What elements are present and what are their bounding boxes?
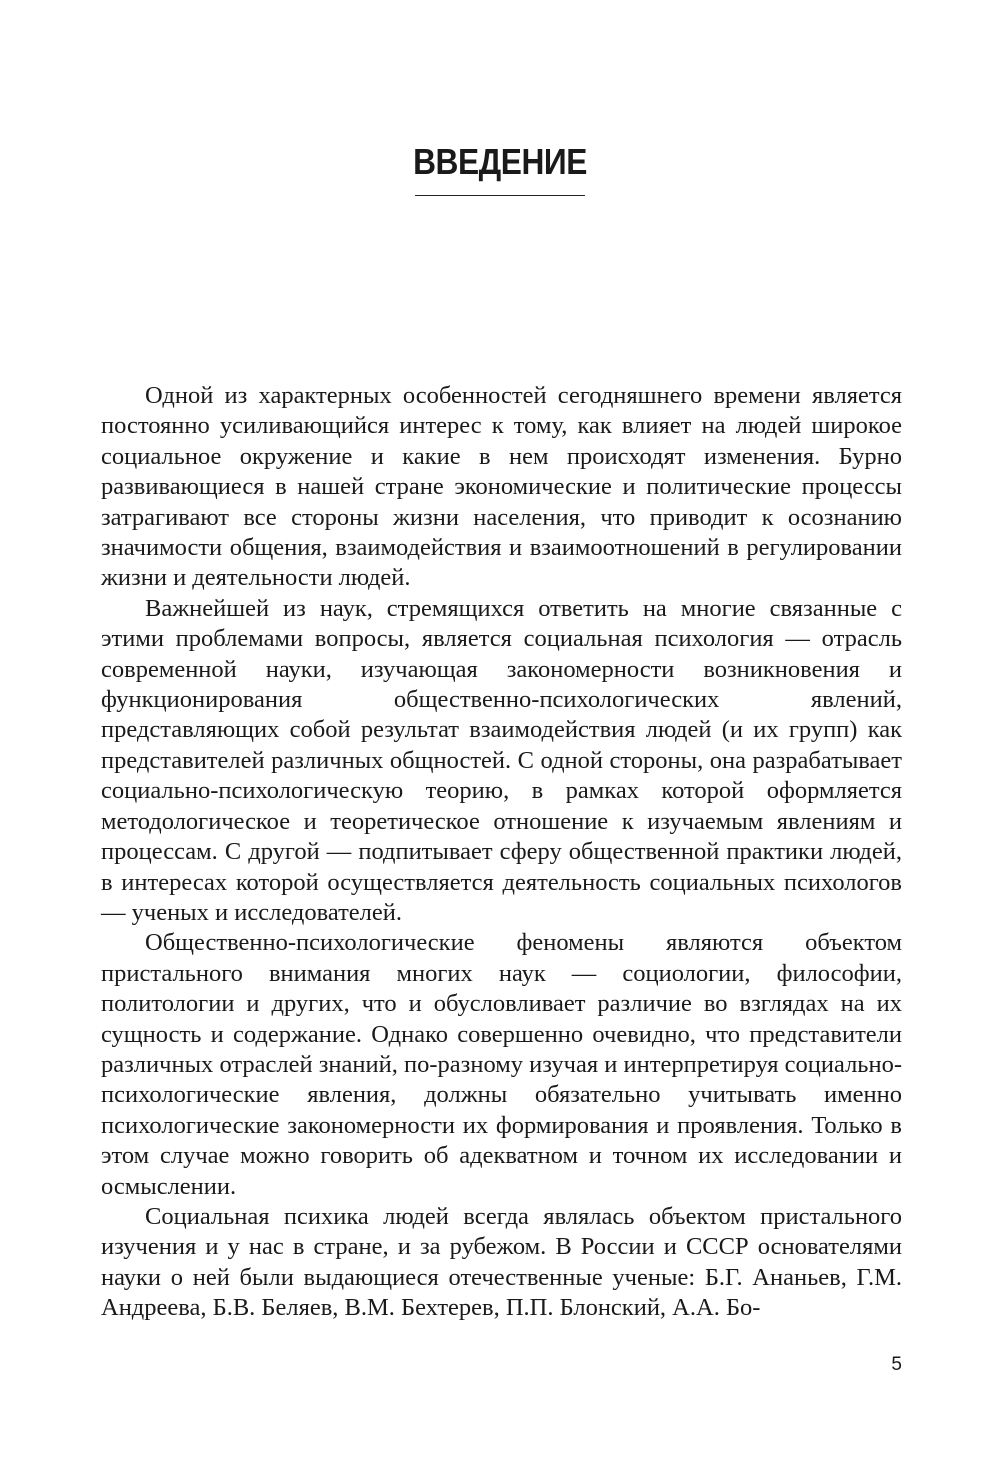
body-text (101, 381, 902, 1324)
paragraph: Важнейшей из наук, стремящихся ответить на многие связанные с этими проблемами вопросы, является социальная психология — отрасль современной науки, изучающая закономерности возникновения и функционирования общественно-психологических явлений, представляющих собой результат взаимодействия людей (и их групп) как представителей различных общностей. С одной стороны, она разрабатывает социально-психологическую теорию, в рамках которой оформляется методологическое и теоретическое отношение к изучаемым явлениям и процессам. С другой — подпитывает сферу общественной практики людей, в интересах которой осуществляется деятельность социальных психологов — ученых и исследователей. (101, 594, 902, 926)
paragraph: Социальная психика людей всегда являлась объектом пристального изучения и у нас в стране, и за рубежом. В России и СССР основателями науки о ней были выдающиеся отечественные ученые: Б.Г. Ананьев, Г.М. Андреева, Б.В. Беляев, В.М. Бехтерев, П.П. Блонский, А.А. Бо- (101, 1202, 902, 1322)
paragraph: Общественно-психологические феномены являются объектом пристального внимания многих наук — социологии, философии, политологии и других, что и обусловливает различие во взглядах на их сущность и содержание. Однако совершенно очевидно, что представители различных отраслей знаний, по-разному изучая и интерпретируя социально-психологические явления, должны обязательно учитывать именно психологические закономерности их формирования и проявления. Только в этом случае можно говорить об адекватном и точном их исследовании и осмыслении. (101, 929, 902, 1200)
page-title: ВВЕДЕНИЕ (413, 141, 587, 182)
paragraph: Одной из характерных особенностей сегодняшнего времени является постоянно усиливающийся интерес к тому, как влияет на людей широкое социальное окружение и какие в нем происходят изменения. Бурно развивающиеся в нашей стране экономические и политические процессы затрагивают все стороны жизни населения, что приводит к осознанию значимости общения, взаимодействия и взаимоотношений в регулировании жизни и деятельности людей. (101, 382, 902, 592)
page-number: 5 (891, 1354, 902, 1375)
title-underline (415, 195, 585, 196)
